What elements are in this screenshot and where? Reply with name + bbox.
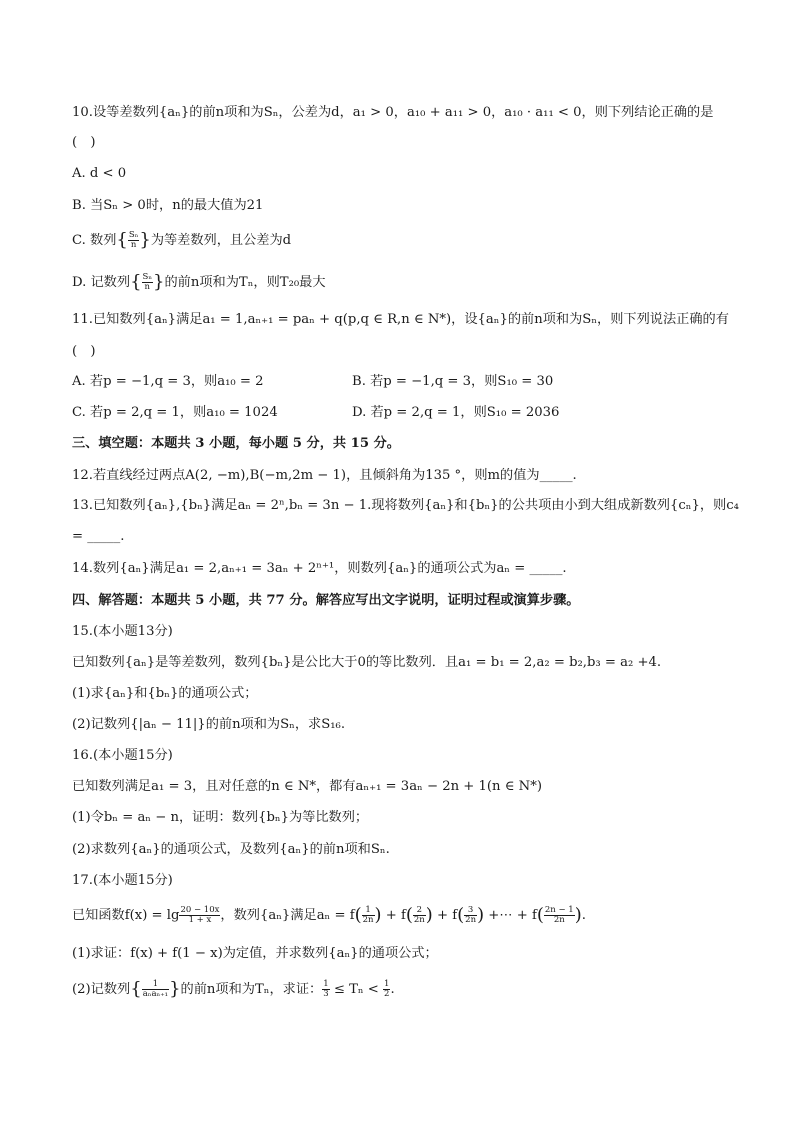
q13-continuation: = _____. (72, 529, 125, 544)
q11-stem: 11.已知数列{aₙ}满足a₁ = 1,aₙ₊₁ = paₙ + q(p,q ∈ R,n ∈ N*)，设{aₙ}的前n项和为Sₙ，则下列说法正确的有 (72, 312, 729, 327)
section4-heading: 四、解答题：本题共 5 小题，共 77 分。解答应写出文字说明，证明过程或演算步骤。 (72, 593, 580, 608)
q10-d-suffix: 的前n项和为Tₙ，则T₂₀最大 (164, 275, 326, 290)
q15-part1: (1)求{aₙ}和{bₙ}的通项公式； (72, 686, 258, 701)
q10-stem: 10.设等差数列{aₙ}的前n项和为Sₙ，公差为d，a₁ > 0，a₁₀ + a₁₁ > 0，a₁₀ · a₁₁ < 0，则下列结论正确的是 (72, 105, 714, 120)
q10-paren: ( ) (72, 135, 96, 150)
q10-option-d: D. 记数列{ $\frac{\text{Sₙ}}{n}$ }的前n项和为Tₙ，则T₂₀最大 (72, 271, 326, 293)
q17-ineq-right: $\frac{1}{2}$ (384, 979, 390, 999)
q10-option-a: A. d < 0 (72, 166, 127, 181)
q17-lg-fraction: $\frac{20 - 10x}{1 + x}$ (180, 905, 220, 925)
q16-part2: (2)求数列{aₙ}的通项公式，及数列{aₙ}的前n项和Sₙ. (72, 842, 390, 857)
q17-f4-fraction: $\frac{2n - 1}{2n}$ (544, 905, 574, 925)
q17-f2-fraction: $\frac{2}{2n}$ (413, 905, 425, 925)
q15-heading: 15.(本小题13分) (72, 624, 173, 639)
q17-part2-middle: 的前n项和为Tₙ，求证： (180, 982, 323, 997)
q17-heading: 17.(本小题15分) (72, 873, 173, 888)
q10-d-prefix: D. 记数列 (72, 275, 131, 290)
q17-ineq-left: $\frac{1}{3}$ (323, 979, 329, 999)
q17-ineq-middle: ≤ Tₙ < (333, 982, 379, 997)
q15-stem: 已知数列{aₙ}是等差数列，数列{bₙ}是公比大于0的等比数列．且a₁ = b₁ = 2,a₂ = b₂,b₃ = a₂ +4. (72, 655, 662, 670)
q17-dots: +⋯ + f (488, 908, 537, 923)
q16-heading: 16.(本小题15分) (72, 748, 173, 763)
q13-text: 13.已知数列{aₙ},{bₙ}满足aₙ = 2ⁿ,bₙ = 3n − 1.现将数列{aₙ}和{bₙ}的公共项由小到大组成新数列{cₙ}，则c₄ (72, 498, 739, 513)
q10-d-fraction: $\frac{\text{Sₙ}}{n}$ (142, 272, 153, 292)
q17-stem: 已知函数f(x) = lg $\frac{20 - 10x}{1 + x}$ ，数列{aₙ}满足aₙ = f( $\frac{1}{2n}$ ) + f( $\frac{2}{2n}$ ) + f( $\frac{3}{2n}$ ) +⋯ + f( $\frac{2n - 1}{2n}$ ). (72, 904, 586, 926)
q11-option-c: C. 若p = 2,q = 1，则a₁₀ = 1024 (72, 405, 278, 420)
q10-option-b: B. 当Sₙ > 0时，n的最大值为21 (72, 198, 264, 213)
q17-part2-prefix: (2)记数列 (72, 982, 131, 997)
section3-heading: 三、填空题：本题共 3 小题，每小题 5 分，共 15 分。 (72, 436, 400, 451)
q14-text: 14.数列{aₙ}满足a₁ = 2,aₙ₊₁ = 3aₙ + 2ⁿ⁺¹，则数列{aₙ}的通项公式为aₙ = _____. (72, 561, 567, 576)
q17-part1: (1)求证：f(x) + f(1 − x)为定值，并求数列{aₙ}的通项公式； (72, 946, 438, 961)
q12-text: 12.若直线经过两点A(2, −m),B(−m,2m − 1)，且倾斜角为135 °，则m的值为_____. (72, 468, 577, 483)
q16-stem: 已知数列满足a₁ = 3，且对任意的n ∈ N*，都有aₙ₊₁ = 3aₙ − 2n + 1(n ∈ N*) (72, 779, 542, 794)
q10-c-prefix: C. 数列 (72, 233, 117, 248)
q10-option-c: C. 数列{ $\frac{\text{Sₙ}}{n}$ }为等差数列，且公差为d (72, 229, 292, 251)
q17-part2: (2)记数列{ $\frac{1}{\text{aₙaₙ₊₁}}$ }的前n项和为Tₙ，求证： $\frac{1}{3}$ ≤ Tₙ < $\frac{1}{2}$ . (72, 978, 395, 1000)
q11-option-b: B. 若p = −1,q = 3，则S₁₀ = 30 (352, 374, 554, 389)
q17-part2-fraction: $\frac{1}{\text{aₙaₙ₊₁}}$ (142, 979, 169, 999)
q11-paren: ( ) (72, 344, 96, 359)
q17-stem-middle: ，数列{aₙ}满足aₙ = f (220, 908, 355, 923)
q17-stem-prefix: 已知函数f(x) = lg (72, 908, 180, 923)
q15-part2: (2)记数列{|aₙ − 11|}的前n项和为Sₙ，求S₁₆. (72, 717, 346, 732)
q16-part1: (1)令bₙ = aₙ − n，证明：数列{bₙ}为等比数列； (72, 810, 369, 825)
q10-c-suffix: 为等差数列，且公差为d (150, 233, 292, 248)
q17-f3-fraction: $\frac{3}{2n}$ (465, 905, 477, 925)
q11-option-d: D. 若p = 2,q = 1，则S₁₀ = 2036 (352, 405, 560, 420)
q11-option-a: A. 若p = −1,q = 3，则a₁₀ = 2 (72, 374, 264, 389)
q10-c-fraction: $\frac{\text{Sₙ}}{n}$ (128, 230, 139, 250)
q17-f1-fraction: $\frac{1}{2n}$ (362, 905, 374, 925)
